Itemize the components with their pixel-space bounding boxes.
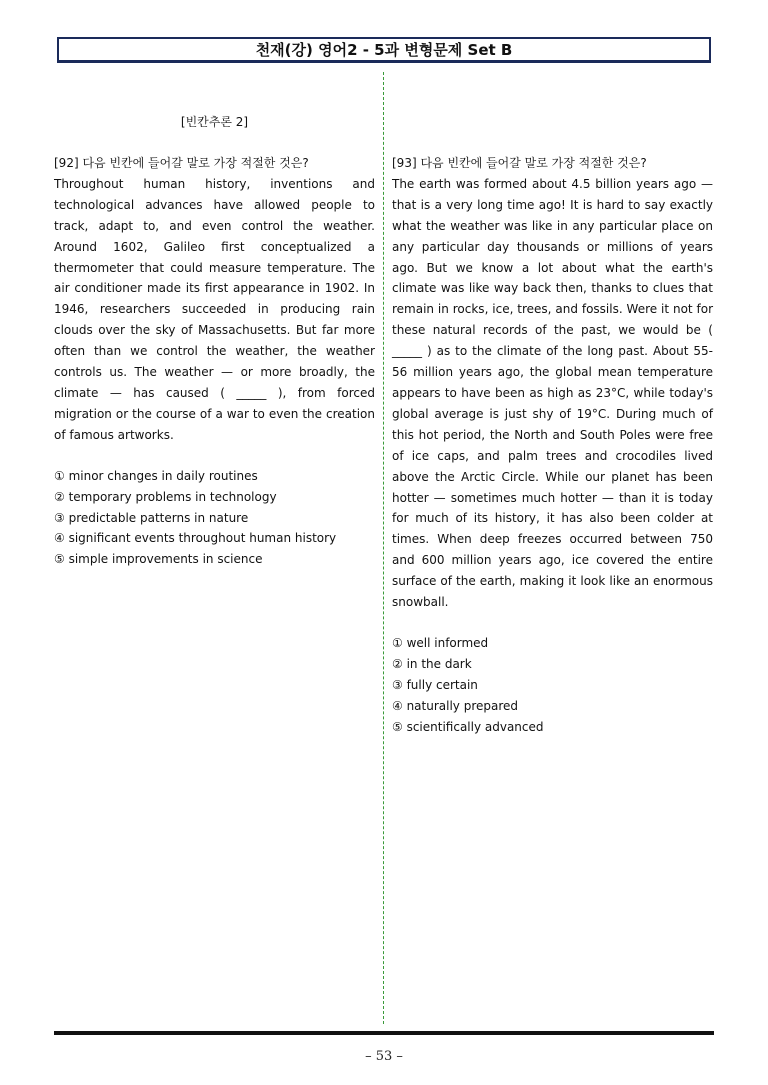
option-item: ② in the dark [392, 656, 472, 671]
section-tag: [빈칸추론 2] [180, 115, 249, 129]
column-divider [383, 72, 384, 1024]
option-item: ④ naturally prepared [392, 698, 519, 713]
footer-rule [54, 1031, 714, 1035]
option-item: ① well informed [392, 635, 489, 650]
question-93-passage: The earth was formed about 4.5 billion years ago — that is a very long time ago! It is hard to say exactly what the weather was like in any particular place on any particular day thousands or millions of years ago. But we know a lot about what the earth's climate was like way back then, thanks to clues that remain in rocks, ice, trees, and fossils. Were it not for these natural records of the past, we would be ( _____ ) as to the climate of the long past. About 55-56 million years ago, the global mean temperature appears to have been as high as 23°C, while today's global average is just shy of 19°C. During much of this hot period, the North and South Poles were free of ice caps, and palm trees and crocodiles lived above the Arctic Circle. While our planet has been hotter — sometimes much hotter — than it is today for much of its history, it has also been colder at times. When deep freezes occurred between 750 and 600 million years ago, ice covered the entire surface of the earth, making it look like an enormous snowball. [392, 176, 713, 610]
option-item: ③ predictable patterns in nature [54, 510, 249, 525]
left-column [54, 112, 375, 570]
question-93-heading: [93] 다음 빈칸에 들어갈 말로 가장 적절한 것은? [392, 156, 647, 170]
option-item: ⑤ scientifically advanced [392, 719, 544, 734]
option-item: ④ significant events throughout human history [54, 531, 337, 546]
option-item: ⑤ simple improvements in science [54, 552, 263, 567]
option-item: ② temporary problems in technology [54, 489, 277, 504]
question-92-options [54, 466, 375, 571]
question-92-heading: [92] 다음 빈칸에 들어갈 말로 가장 적절한 것은? [54, 156, 309, 170]
option-item: ③ fully certain [392, 677, 478, 692]
question-92-passage: Throughout human history, inventions and technological advances have allowed people to track, adapt to, and even control the weather. Around 1602, Galileo first conceptualized a thermometer that could measure temperature. The air conditioner made its first appearance in 1902. In 1946, researchers succeeded in producing rain clouds over the sky of Massachusetts. But far more often than we control the weather, the weather controls us. The weather — or more broadly, the climate — has caused ( _____ ), from forced migration or the course of a war to even the creation of famous artworks. [54, 176, 375, 442]
right-column [392, 112, 713, 737]
page-number: – 53 – [365, 1049, 403, 1064]
question-93-options [392, 633, 713, 738]
option-item: ① minor changes in daily routines [54, 468, 258, 483]
page-header [57, 37, 711, 63]
header-title: 천재(강) 영어2 - 5과 변형문제 Set B [255, 41, 513, 59]
